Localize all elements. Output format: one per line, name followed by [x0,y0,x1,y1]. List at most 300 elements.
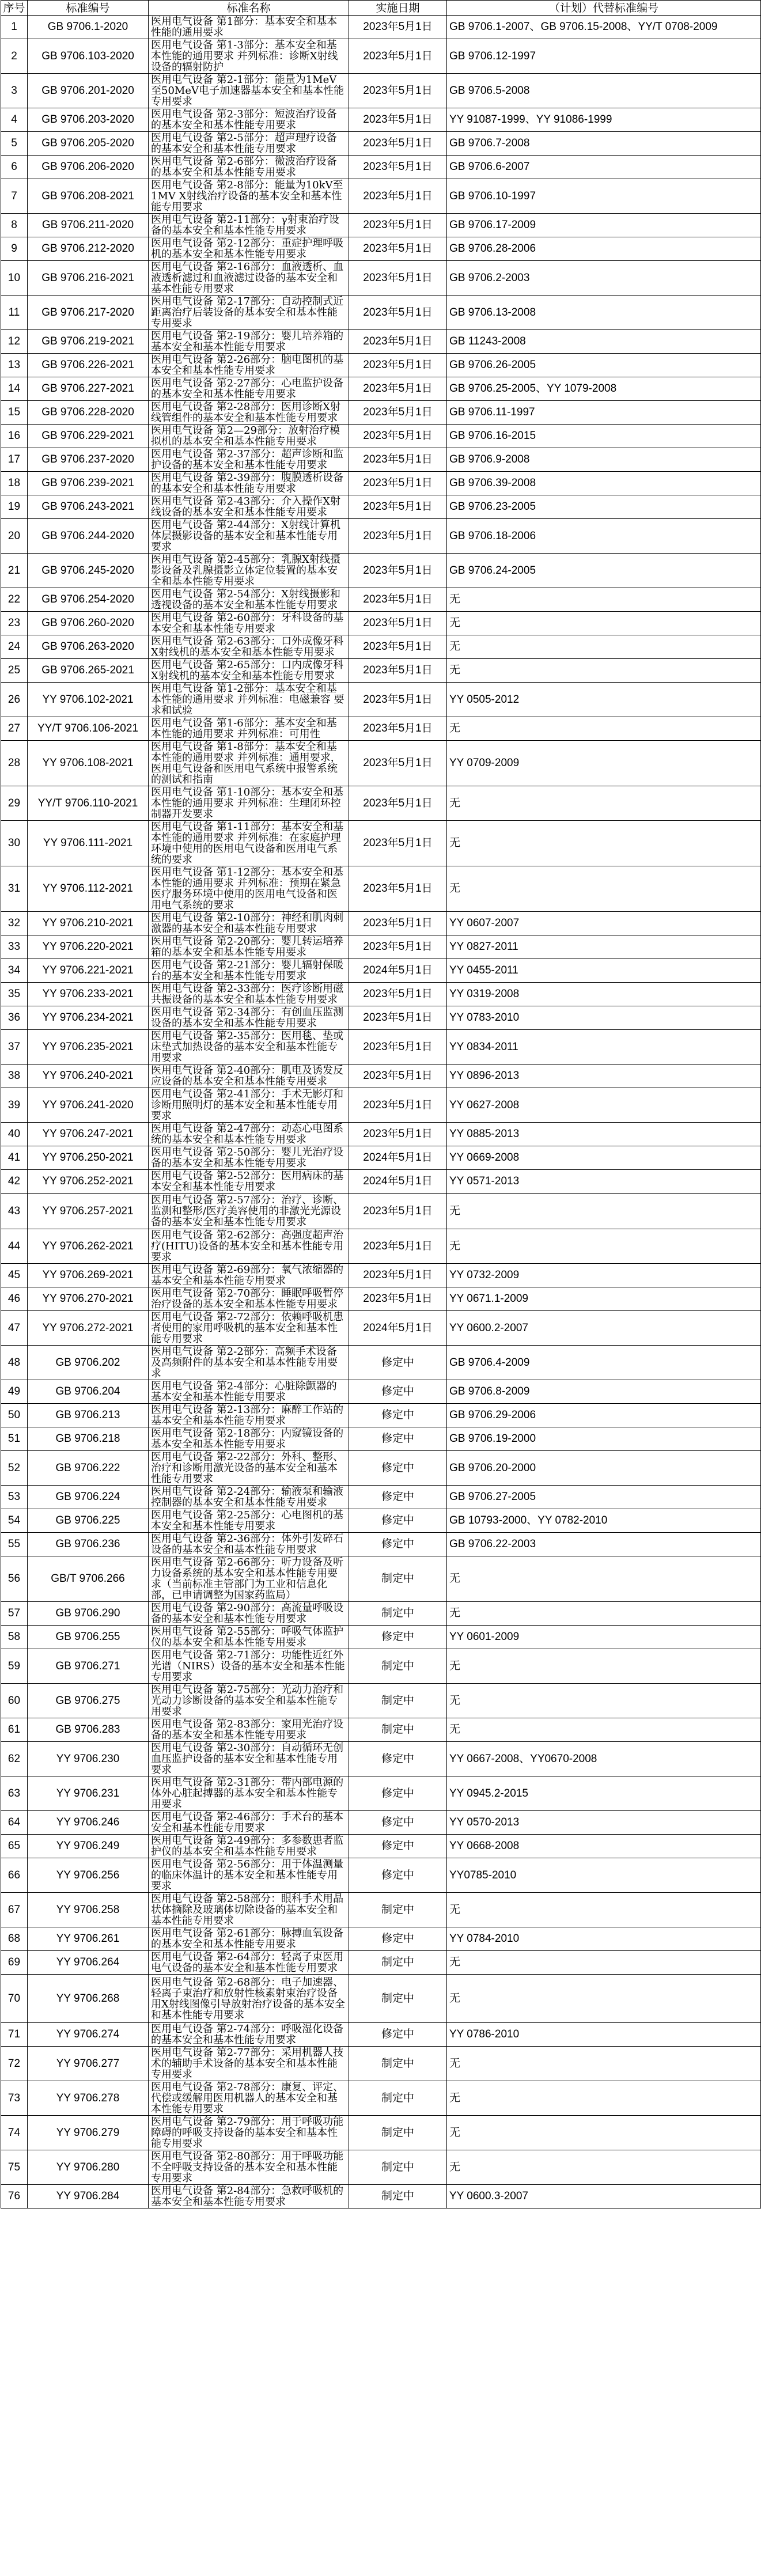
row-effective-date: 2023年5月1日 [349,179,447,214]
row-serial-number: 66 [1,1858,28,1893]
row-replaced-standard [447,2150,761,2185]
replaced-standard-text: 无 [449,1204,461,1217]
row-effective-date: 2023年5月1日 [349,1006,447,1030]
row-effective-date: 制定中 [349,2116,447,2150]
row-standard-code: YY 9706.262-2021 [28,1229,149,1264]
row-replaced-standard [447,1718,761,1742]
row-replaced-standard [447,1742,761,1776]
row-standard-code: YY 9706.233-2021 [28,983,149,1006]
row-standard-code: GB 9706.213 [28,1404,149,1427]
row-standard-name: 医用电气设备 第2-22部分：外科、整形、治疗和诊断用激光设备的基本安全和基本性能专用要求 [149,1451,349,1486]
table-row [1,74,761,108]
row-standard-name: 医用电气设备 第1-11部分：基本安全和基本性能的通用要求 并列标准：在家庭护理环境中使用的医用电气设备和医用电气系统的要求 [149,821,349,866]
row-replaced-standard [447,1858,761,1893]
table-row [1,354,761,377]
table-row [1,2023,761,2047]
replaced-standard-text: YY 0455-2011 [449,964,518,976]
row-effective-date: 修定中 [349,1626,447,1649]
row-standard-name: 医用电气设备 第2-30部分：自动循环无创血压监护设备的基本安全和基本性能专用要求 [149,1742,349,1776]
row-standard-code: GB 9706.243-2021 [28,495,149,519]
row-replaced-standard [447,1287,761,1311]
row-standard-code: GB 9706.211-2020 [28,214,149,237]
row-standard-name: 医用电气设备 第2-33部分：医疗诊断用磁共振设备的基本安全和基本性能专用要求 [149,983,349,1006]
table-row [1,741,761,786]
row-serial-number: 51 [1,1427,28,1451]
replaced-standard-text: YY 0885-2013 [449,1128,520,1140]
replaced-standard-text: 无 [449,882,461,895]
row-replaced-standard [447,959,761,983]
table-row [1,1006,761,1030]
row-replaced-standard [447,237,761,261]
row-serial-number: 48 [1,1346,28,1380]
row-serial-number: 39 [1,1088,28,1123]
row-effective-date: 制定中 [349,2185,447,2208]
row-serial-number: 56 [1,1556,28,1602]
table-header [1,1,761,16]
row-standard-code: YY 9706.268 [28,1975,149,2023]
row-standard-code: YY 9706.280 [28,2150,149,2185]
row-replaced-standard [447,1649,761,1684]
table-body [1,16,761,2208]
row-replaced-standard [447,1893,761,1927]
replaced-standard-text: YY 0669-2008 [449,1151,520,1164]
row-standard-name: 医用电气设备 第2-2部分：高频手术设备及高频附件的基本安全和基本性能专用要求 [149,1346,349,1380]
row-standard-name: 医用电气设备 第2-16部分：血液透析、血液透析滤过和血液滤过设备的基本安全和基本性能专用要求 [149,261,349,296]
header-standard-code: 标准编号 [28,1,149,16]
row-serial-number: 17 [1,448,28,472]
replaced-standard-text: YY 0570-2013 [449,1816,520,1828]
row-replaced-standard [447,1951,761,1975]
row-replaced-standard [447,2185,761,2208]
row-standard-code: GB/T 9706.266 [28,1556,149,1602]
table-row [1,2047,761,2081]
row-effective-date: 修定中 [349,2023,447,2047]
row-serial-number: 33 [1,935,28,959]
row-replaced-standard [447,935,761,959]
table-row [1,866,761,912]
row-standard-code: YY 9706.256 [28,1858,149,1893]
row-standard-code: GB 9706.260-2020 [28,612,149,635]
row-effective-date: 2023年5月1日 [349,1229,447,1264]
row-serial-number: 36 [1,1006,28,1030]
row-replaced-standard [447,1170,761,1194]
row-standard-name: 医用电气设备 第2-75部分：光动力治疗和光动力诊断设备的基本安全和基本性能专用要求 [149,1684,349,1718]
replaced-standard-text: GB 9706.12-1997 [449,50,536,62]
table-row [1,519,761,554]
header-effective-date: 实施日期 [349,1,447,16]
row-replaced-standard [447,401,761,425]
row-serial-number: 35 [1,983,28,1006]
row-replaced-standard [447,912,761,935]
row-serial-number: 40 [1,1123,28,1146]
row-replaced-standard [447,330,761,354]
row-standard-code: YY/T 9706.106-2021 [28,717,149,741]
row-standard-code: YY 9706.277 [28,2047,149,2081]
header-serial-number: 序号 [1,1,28,16]
row-serial-number: 58 [1,1626,28,1649]
row-standard-name: 医用电气设备 第2-5部分：超声理疗设备的基本安全和基本性能专用要求 [149,132,349,156]
row-serial-number: 46 [1,1287,28,1311]
row-replaced-standard [447,2116,761,2150]
row-standard-name: 医用电气设备 第2-31部分：带内部电源的体外心脏起搏器的基本安全和基本性能专用要求 [149,1776,349,1811]
row-serial-number: 72 [1,2047,28,2081]
row-standard-name: 医用电气设备 第2-74部分：呼吸湿化设备的基本安全和基本性能专用要求 [149,2023,349,2047]
replaced-standard-text: YY 0827-2011 [449,941,518,953]
row-effective-date: 2023年5月1日 [349,108,447,132]
row-effective-date: 2023年5月1日 [349,786,447,821]
row-serial-number: 4 [1,108,28,132]
table-row [1,16,761,39]
table-row [1,1742,761,1776]
row-standard-name: 医用电气设备 第2-37部分：超声诊断和监护设备的基本安全和基本性能专用要求 [149,448,349,472]
row-standard-code: GB 9706.103-2020 [28,39,149,74]
replaced-standard-text: 无 [449,1240,461,1252]
replaced-standard-text: GB 9706.11-1997 [449,406,535,418]
row-effective-date: 2023年5月1日 [349,659,447,683]
row-standard-name: 医用电气设备 第2-8部分：能量为10kV至1MV X射线治疗设备的基本安全和基本性能专用要求 [149,179,349,214]
row-standard-name: 医用电气设备 第2-4部分：心脏除颤器的基本安全和基本性能专用要求 [149,1380,349,1404]
replaced-standard-text: YY 0601-2009 [449,1631,520,1643]
replaced-standard-text: GB 9706.28-2006 [449,243,536,255]
table-row [1,912,761,935]
row-standard-name: 医用电气设备 第1-10部分：基本安全和基本性能的通用要求 并列标准：生理闭环控制器开发要求 [149,786,349,821]
replaced-standard-text: YY 0600.2-2007 [449,1321,528,1334]
row-standard-name: 医用电气设备 第2-61部分：脉搏血氧设备的基本安全和基本性能专用要求 [149,1927,349,1951]
row-standard-name: 医用电气设备 第1-2部分：基本安全和基本性能的通用要求 并列标准：电磁兼容 要求和试验 [149,683,349,717]
row-standard-code: YY 9706.269-2021 [28,1264,149,1287]
row-standard-name: 医用电气设备 第2-25部分：心电图机的基本安全和基本性能专用要求 [149,1509,349,1533]
row-replaced-standard [447,1123,761,1146]
table-row [1,554,761,588]
table-row [1,1146,761,1170]
row-replaced-standard [447,1311,761,1346]
table-row [1,1858,761,1893]
row-standard-code: YY 9706.279 [28,2116,149,2150]
replaced-standard-text: 无 [449,797,461,809]
replaced-standard-text: GB 11243-2008 [449,335,526,347]
replaced-standard-text: GB 9706.26-2005 [449,359,536,371]
row-standard-name: 医用电气设备 第2-20部分：婴儿转运培养箱的基本安全和基本性能专用要求 [149,935,349,959]
table-row [1,786,761,821]
replaced-standard-text: 无 [449,1723,461,1736]
row-standard-name: 医用电气设备 第2-18部分：内窥镜设备的基本安全和基本性能专用要求 [149,1427,349,1451]
row-effective-date: 修定中 [349,1380,447,1404]
row-standard-name: 医用电气设备 第2-1部分：能量为1MeV至50MeV电子加速器基本安全和基本性能专用要求 [149,74,349,108]
row-standard-code: GB 9706.224 [28,1486,149,1509]
row-standard-code: GB 9706.283 [28,1718,149,1742]
row-serial-number: 32 [1,912,28,935]
row-replaced-standard [447,717,761,741]
row-replaced-standard [447,179,761,214]
row-standard-code: YY 9706.284 [28,2185,149,2208]
row-standard-code: GB 9706.212-2020 [28,237,149,261]
row-standard-name: 医用电气设备 第2-44部分：X射线计算机体层摄影设备的基本安全和基本性能专用要求 [149,519,349,554]
table-row [1,39,761,74]
row-standard-name: 医用电气设备 第2-11部分：γ射束治疗设备的基本安全和基本性能专用要求 [149,214,349,237]
replaced-standard-text: GB 9706.5-2008 [449,84,530,97]
row-standard-code: YY 9706.230 [28,1742,149,1776]
table-row [1,1311,761,1346]
row-effective-date: 2023年5月1日 [349,237,447,261]
row-effective-date: 2023年5月1日 [349,377,447,401]
row-standard-name: 医用电气设备 第2-50部分：婴儿光治疗设备的基本安全和基本性能专用要求 [149,1146,349,1170]
table-row [1,330,761,354]
row-serial-number: 74 [1,2116,28,2150]
row-standard-name: 医用电气设备 第2-90部分：高流量呼吸设备的基本安全和基本性能专用要求 [149,1602,349,1626]
table-row [1,237,761,261]
row-standard-name: 医用电气设备 第2-60部分：牙科设备的基本安全和基本性能专用要求 [149,612,349,635]
row-effective-date: 2023年5月1日 [349,866,447,912]
row-effective-date: 2023年5月1日 [349,472,447,495]
table-row [1,401,761,425]
row-standard-code: YY 9706.220-2021 [28,935,149,959]
row-serial-number: 45 [1,1264,28,1287]
row-serial-number: 55 [1,1533,28,1556]
row-standard-name: 医用电气设备 第2-64部分：轻离子束医用电气设备的基本安全和基本性能专用要求 [149,1951,349,1975]
table-row [1,2185,761,2208]
replaced-standard-text: 无 [449,1992,461,2005]
row-standard-name: 医用电气设备 第2-19部分：婴儿培养箱的基本安全和基本性能专用要求 [149,330,349,354]
row-effective-date: 2024年5月1日 [349,959,447,983]
row-standard-name: 医用电气设备 第1-8部分：基本安全和基本性能的通用要求 并列标准：通用要求，医用电气设备和医用电气系统中报警系统的测试和指南 [149,741,349,786]
row-effective-date: 修定中 [349,1858,447,1893]
row-serial-number: 30 [1,821,28,866]
row-effective-date: 2023年5月1日 [349,741,447,786]
row-effective-date: 修定中 [349,1451,447,1486]
row-replaced-standard [447,1088,761,1123]
row-standard-name: 医用电气设备 第2-43部分：介入操作X射线设备的基本安全和基本性能专用要求 [149,495,349,519]
row-serial-number: 54 [1,1509,28,1533]
row-replaced-standard [447,1835,761,1858]
row-serial-number: 12 [1,330,28,354]
row-replaced-standard [447,612,761,635]
row-standard-name: 医用电气设备 第2-39部分：腹膜透析设备的基本安全和基本性能专用要求 [149,472,349,495]
replaced-standard-text: 无 [449,2092,461,2104]
replaced-standard-text: YY 91087-1999、YY 91086-1999 [449,113,612,126]
row-standard-name: 医用电气设备 第2-10部分：神经和肌肉刺激器的基本安全和基本性能专用要求 [149,912,349,935]
row-effective-date: 修定中 [349,1742,447,1776]
row-replaced-standard [447,132,761,156]
row-serial-number: 73 [1,2081,28,2116]
row-serial-number: 25 [1,659,28,683]
row-standard-name: 医用电气设备 第2-35部分：医用毯、垫或床垫式加热设备的基本安全和基本性能专用要求 [149,1030,349,1065]
row-effective-date: 制定中 [349,1649,447,1684]
header-row [1,1,761,16]
row-effective-date: 2023年5月1日 [349,1194,447,1229]
table-row [1,1264,761,1287]
row-standard-name: 医用电气设备 第2-83部分：家用光治疗设备的基本安全和基本性能专用要求 [149,1718,349,1742]
row-standard-name: 医用电气设备 第2-3部分：短波治疗设备的基本安全和基本性能专用要求 [149,108,349,132]
row-standard-code: GB 9706.225 [28,1509,149,1533]
standards-table [1,0,761,2208]
replaced-standard-text: 无 [449,1573,461,1585]
replaced-standard-text: 无 [449,2126,461,2139]
table-row [1,1509,761,1533]
row-serial-number: 5 [1,132,28,156]
table-row [1,959,761,983]
row-serial-number: 76 [1,2185,28,2208]
table-row [1,935,761,959]
table-row [1,659,761,683]
row-standard-code: GB 9706.229-2021 [28,425,149,448]
row-effective-date: 2023年5月1日 [349,935,447,959]
row-effective-date: 制定中 [349,1684,447,1718]
row-serial-number: 3 [1,74,28,108]
row-replaced-standard [447,1346,761,1380]
row-standard-name: 医用电气设备 第2-72部分：依赖呼吸机患者使用的家用呼吸机的基本安全和基本性能专用要求 [149,1311,349,1346]
replaced-standard-text: YY 0600.3-2007 [449,2190,528,2202]
table-row [1,821,761,866]
replaced-standard-text: GB 9706.4-2009 [449,1356,530,1369]
table-row [1,1533,761,1556]
row-effective-date: 2023年5月1日 [349,588,447,612]
table-row [1,472,761,495]
table-row [1,683,761,717]
row-serial-number: 11 [1,296,28,330]
row-replaced-standard [447,1404,761,1427]
row-serial-number: 27 [1,717,28,741]
row-serial-number: 6 [1,156,28,179]
row-standard-code: GB 9706.208-2021 [28,179,149,214]
row-standard-code: YY 9706.111-2021 [28,821,149,866]
row-serial-number: 15 [1,401,28,425]
row-replaced-standard [447,377,761,401]
row-effective-date: 2023年5月1日 [349,354,447,377]
row-serial-number: 26 [1,683,28,717]
row-standard-code: GB 9706.222 [28,1451,149,1486]
table-row [1,1649,761,1684]
row-standard-name: 医用电气设备 第2-58部分：眼科手术用晶状体摘除及玻璃体切除设备的基本安全和基本性能专用要求 [149,1893,349,1927]
row-serial-number: 42 [1,1170,28,1194]
row-effective-date: 2023年5月1日 [349,1287,447,1311]
row-standard-name: 医用电气设备 第2-41部分：手术无影灯和诊断用照明灯的基本安全和基本性能专用要求 [149,1088,349,1123]
row-effective-date: 2023年5月1日 [349,448,447,472]
row-standard-name: 医用电气设备 第1部分：基本安全和基本性能的通用要求 [149,16,349,39]
replaced-standard-text: YY 0784-2010 [449,1933,520,1945]
row-standard-code: GB 9706.202 [28,1346,149,1380]
row-standard-code: GB 9706.236 [28,1533,149,1556]
row-effective-date: 制定中 [349,1893,447,1927]
row-replaced-standard [447,425,761,448]
row-effective-date: 修定中 [349,1486,447,1509]
row-standard-code: GB 9706.228-2020 [28,401,149,425]
row-replaced-standard [447,1264,761,1287]
row-standard-code: GB 9706.206-2020 [28,156,149,179]
row-replaced-standard [447,1427,761,1451]
table-row [1,1835,761,1858]
row-effective-date: 2024年5月1日 [349,1311,447,1346]
row-standard-code: GB 9706.226-2021 [28,354,149,377]
table-row [1,1404,761,1427]
row-effective-date: 2023年5月1日 [349,1065,447,1088]
row-standard-code: GB 9706.237-2020 [28,448,149,472]
row-standard-code: GB 9706.265-2021 [28,659,149,683]
replaced-standard-text: YY 0896-2013 [449,1070,520,1082]
row-replaced-standard [447,261,761,296]
row-replaced-standard [447,74,761,108]
row-effective-date: 2023年5月1日 [349,683,447,717]
row-replaced-standard [447,635,761,659]
row-serial-number: 21 [1,554,28,588]
row-replaced-standard [447,2047,761,2081]
row-effective-date: 2024年5月1日 [349,1170,447,1194]
row-replaced-standard [447,1533,761,1556]
table-row [1,1170,761,1194]
table-row [1,717,761,741]
row-standard-code: GB 9706.239-2021 [28,472,149,495]
table-row [1,1346,761,1380]
row-standard-code: GB 9706.255 [28,1626,149,1649]
table-row [1,1030,761,1065]
row-serial-number: 44 [1,1229,28,1264]
row-standard-name: 医用电气设备 第2-6部分：微波治疗设备的基本安全和基本性能专用要求 [149,156,349,179]
row-standard-name: 医用电气设备 第2-84部分：急救呼吸机的基本安全和基本性能专用要求 [149,2185,349,2208]
row-effective-date: 制定中 [349,1602,447,1626]
row-standard-name: 医用电气设备 第2-40部分：肌电及诱发反应设备的基本安全和基本性能专用要求 [149,1065,349,1088]
row-standard-code: YY 9706.241-2020 [28,1088,149,1123]
row-effective-date: 制定中 [349,1951,447,1975]
row-serial-number: 62 [1,1742,28,1776]
table-row [1,495,761,519]
replaced-standard-text: GB 9706.1-2007、GB 9706.15-2008、YY/T 0708-2009 [449,21,718,33]
row-effective-date: 2023年5月1日 [349,156,447,179]
row-serial-number: 23 [1,612,28,635]
row-standard-name: 医用电气设备 第2-54部分：X射线摄影和透视设备的基本安全和基本性能专用要求 [149,588,349,612]
row-replaced-standard [447,554,761,588]
table-row [1,1718,761,1742]
row-replaced-standard [447,354,761,377]
row-replaced-standard [447,472,761,495]
row-serial-number: 16 [1,425,28,448]
row-standard-name: 医用电气设备 第2-63部分：口外成像牙科X射线机的基本安全和基本性能专用要求 [149,635,349,659]
row-standard-name: 医用电气设备 第2-70部分：睡眠呼吸暂停治疗设备的基本安全和基本性能专用要求 [149,1287,349,1311]
row-effective-date: 2023年5月1日 [349,330,447,354]
row-replaced-standard [447,108,761,132]
row-standard-code: GB 9706.244-2020 [28,519,149,554]
replaced-standard-text: YY 0505-2012 [449,693,520,706]
row-serial-number: 47 [1,1311,28,1346]
table-row [1,132,761,156]
row-serial-number: 24 [1,635,28,659]
row-standard-name: 医用电气设备 第2-47部分：动态心电图系统的基本安全和基本性能专用要求 [149,1123,349,1146]
row-replaced-standard [447,1065,761,1088]
row-standard-code: YY 9706.108-2021 [28,741,149,786]
row-serial-number: 57 [1,1602,28,1626]
row-serial-number: 50 [1,1404,28,1427]
row-serial-number: 70 [1,1975,28,2023]
replaced-standard-text: 无 [449,617,461,629]
row-serial-number: 18 [1,472,28,495]
table-row [1,425,761,448]
replaced-standard-text: YY 0709-2009 [449,757,520,769]
row-effective-date: 修定中 [349,1509,447,1533]
replaced-standard-text: 无 [449,1956,461,1968]
row-standard-name: 医用电气设备 第2-55部分：呼吸气体监护仪的基本安全和基本性能专用要求 [149,1626,349,1649]
row-replaced-standard [447,1486,761,1509]
row-replaced-standard [447,1229,761,1264]
replaced-standard-text: 无 [449,722,461,734]
table-row [1,179,761,214]
table-row [1,2116,761,2150]
row-serial-number: 38 [1,1065,28,1088]
row-replaced-standard [447,659,761,683]
row-standard-name: 医用电气设备 第2-57部分：治疗、诊断、监测和整形/医疗美容使用的非激光光源设备的基本安全和基本性能专用要求 [149,1194,349,1229]
row-standard-name: 医用电气设备 第2-52部分：医用病床的基本安全和基本性能专用要求 [149,1170,349,1194]
row-effective-date: 制定中 [349,1975,447,2023]
row-replaced-standard [447,1776,761,1811]
row-standard-code: YY 9706.257-2021 [28,1194,149,1229]
row-effective-date: 2024年5月1日 [349,1146,447,1170]
